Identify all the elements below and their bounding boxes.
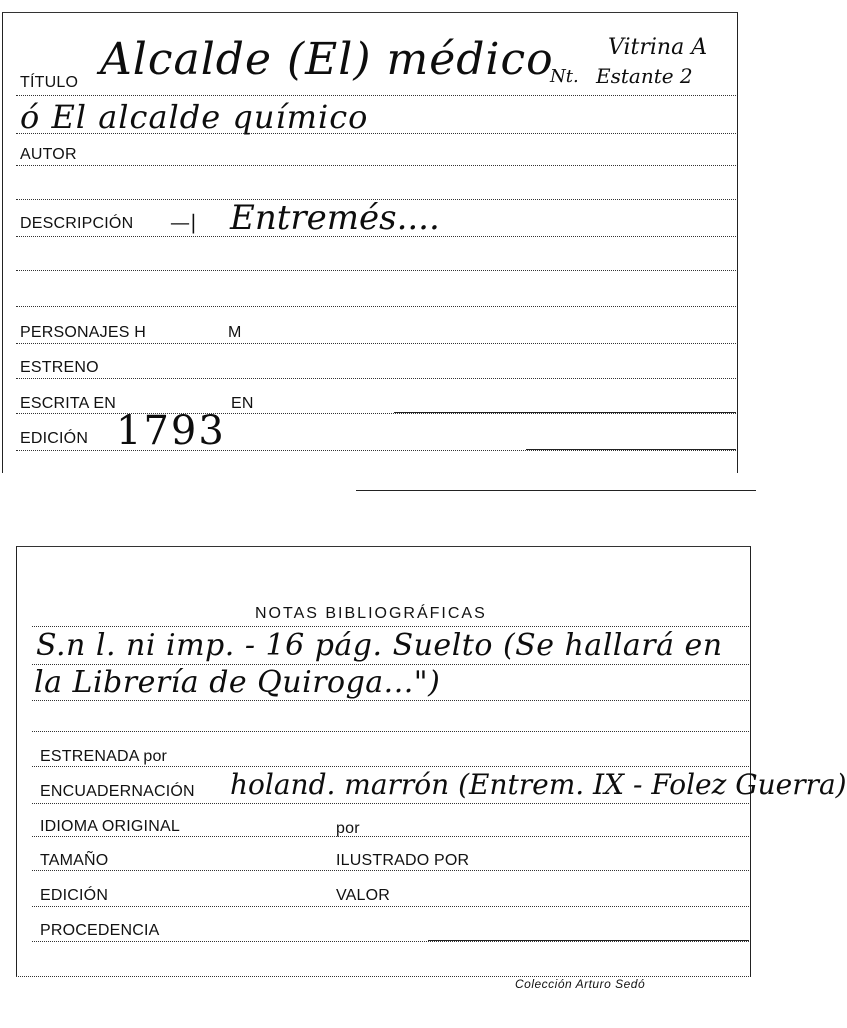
valor-label: VALOR <box>336 887 391 904</box>
por-label: por <box>336 820 360 837</box>
handwritten-subtitle: ó El alcalde químico <box>20 98 369 136</box>
personajes-h-label: PERSONAJES H <box>20 324 146 341</box>
handwritten-notes-line2: la Librería de Quiroga...") <box>34 665 441 700</box>
idioma-original-label: IDIOMA ORIGINAL <box>40 818 180 835</box>
handwritten-encuadernacion: holand. marrón (Entrem. IX - Folez Guerra) <box>230 768 847 801</box>
tamano-label: TAMAÑO <box>40 852 109 869</box>
rule <box>32 731 749 732</box>
escrita-en-label: ESCRITA EN <box>20 395 116 412</box>
rule <box>16 306 736 307</box>
rule <box>32 626 749 627</box>
ilustrado-por-label: ILUSTRADO POR <box>336 852 470 869</box>
descripcion-label: DESCRIPCIÓN <box>20 215 134 232</box>
rule <box>32 870 749 871</box>
handwritten-notes-line1: S.n l. ni imp. - 16 pág. Suelto (Se hallará en <box>36 628 723 663</box>
encuadernacion-label: ENCUADERNACIÓN <box>40 783 195 800</box>
solid-rule <box>394 412 736 413</box>
rule <box>32 803 749 804</box>
notas-header: NOTAS BIBLIOGRÁFICAS <box>255 605 487 622</box>
titulo-label: TÍTULO <box>20 74 79 91</box>
rule <box>16 378 736 379</box>
rule <box>16 343 736 344</box>
handwritten-title: Alcalde (El) médico <box>100 34 554 85</box>
handwritten-vitrina: Vitrina A <box>608 35 708 60</box>
edicion-label: EDICIÓN <box>20 430 89 447</box>
collection-credit: Colección Arturo Sedó <box>515 977 646 991</box>
personajes-m-label: M <box>228 324 242 341</box>
autor-label: AUTOR <box>20 146 77 163</box>
solid-rule <box>428 940 749 941</box>
handwritten-descripcion: Entremés.... <box>230 198 440 238</box>
edicion-label-2: EDICIÓN <box>40 887 109 904</box>
solid-rule <box>356 490 756 491</box>
rule <box>32 906 749 907</box>
handwritten-dash-mark: —| <box>170 210 197 234</box>
handwritten-nto: Nt. <box>550 66 579 87</box>
en-label: EN <box>231 395 254 412</box>
solid-rule <box>526 449 736 450</box>
rule <box>16 95 736 96</box>
estrenada-por-label: ESTRENADA por <box>40 748 168 765</box>
estreno-label: ESTRENO <box>20 359 99 376</box>
rule <box>16 165 736 166</box>
handwritten-estante: Estante 2 <box>596 64 693 88</box>
rule <box>16 270 736 271</box>
rule <box>32 836 749 837</box>
rule <box>32 941 749 942</box>
rule <box>32 700 749 701</box>
procedencia-label: PROCEDENCIA <box>40 922 160 939</box>
rule <box>32 766 749 767</box>
handwritten-edicion-year: 1793 <box>116 408 226 454</box>
